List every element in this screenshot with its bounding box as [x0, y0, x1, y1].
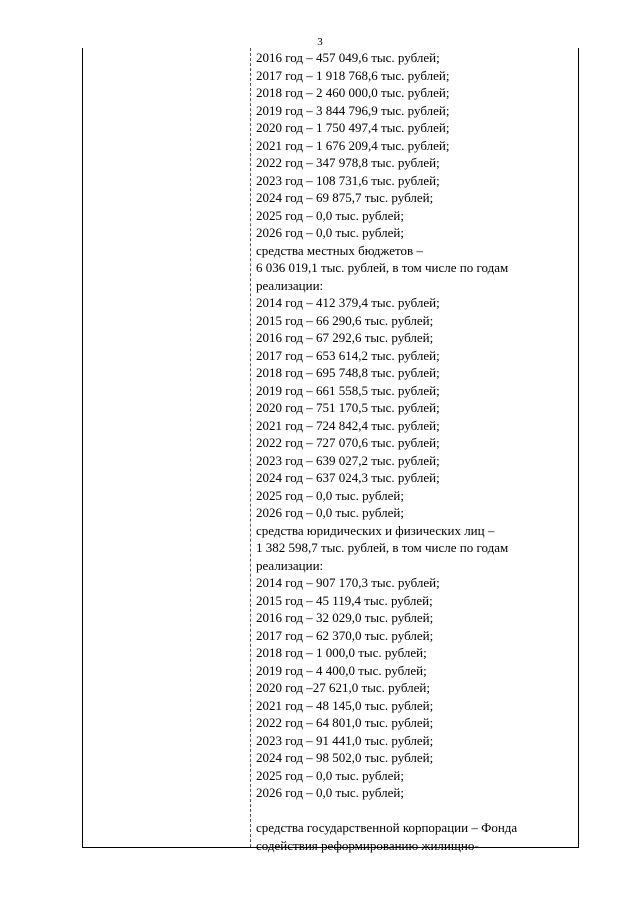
table-right-column — [256, 49, 574, 854]
text-line: 2021 год – 724 842,4 тыс. рублей; — [256, 417, 440, 433]
text-line: реализации: — [256, 557, 324, 573]
text-line: 2016 год – 457 049,6 тыс. рублей; — [256, 50, 440, 65]
text-line: 2025 год – 0,0 тыс. рублей; — [256, 487, 404, 503]
funding-lines — [256, 49, 574, 802]
text-line: 2024 год – 98 502,0 тыс. рублей; — [256, 750, 434, 765]
document-table — [82, 48, 579, 853]
text-line: 6 036 019,1 тыс. рублей, в том числе по годам — [256, 260, 509, 275]
text-line: 2014 год – 412 379,4 тыс. рублей; — [256, 295, 440, 310]
text-line: 2019 год – 3 844 796,9 тыс. рублей; — [256, 102, 450, 118]
text-line: 2021 год – 1 676 209,4 тыс. рублей; — [256, 137, 450, 153]
text-line: 2025 год – 0,0 тыс. рублей; — [256, 767, 404, 783]
page-number: 3 — [317, 36, 323, 48]
text-line: 2017 год – 62 370,0 тыс. рублей; — [256, 627, 434, 643]
text-line: 2025 год – 0,0 тыс. рублей; — [256, 207, 404, 223]
funding-lines-continued — [256, 819, 574, 854]
table-left-column — [83, 48, 251, 847]
text-line: 2023 год – 108 731,6 тыс. рублей; — [256, 172, 440, 188]
text-line: 2016 год – 32 029,0 тыс. рублей; — [256, 610, 434, 625]
text-line: 2015 год – 66 290,6 тыс. рублей; — [256, 312, 434, 328]
text-line: 2018 год – 695 748,8 тыс. рублей; — [256, 365, 440, 380]
text-line: реализации: — [256, 277, 324, 293]
text-line: средства местных бюджетов – — [256, 242, 423, 258]
text-line: 2018 год – 1 000,0 тыс. рублей; — [256, 645, 427, 660]
text-line: 2014 год – 907 170,3 тыс. рублей; — [256, 575, 440, 590]
text-line: средства государственной корпорации – Фонда — [256, 820, 518, 835]
text-line: 2018 год – 2 460 000,0 тыс. рублей; — [256, 85, 450, 100]
text-line: 2019 год – 661 558,5 тыс. рублей; — [256, 382, 440, 398]
text-line: 1 382 598,7 тыс. рублей, в том числе по годам — [256, 540, 509, 555]
blank-line — [256, 802, 574, 820]
text-line: 2020 год – 1 750 497,4 тыс. рублей; — [256, 120, 450, 135]
text-line: 2020 год –27 621,0 тыс. рублей; — [256, 680, 430, 695]
text-line: 2015 год – 45 119,4 тыс. рублей; — [256, 592, 433, 608]
text-line: 2017 год – 653 614,2 тыс. рублей; — [256, 347, 440, 363]
text-line: 2023 год – 639 027,2 тыс. рублей; — [256, 452, 440, 468]
text-line: 2022 год – 64 801,0 тыс. рублей; — [256, 715, 434, 730]
text-line: 2026 год – 0,0 тыс. рублей; — [256, 785, 404, 800]
text-line: 2022 год – 347 978,8 тыс. рублей; — [256, 155, 440, 170]
text-line: средства юридических и физических лиц – — [256, 522, 495, 538]
text-line: 2026 год – 0,0 тыс. рублей; — [256, 505, 404, 520]
text-line: 2023 год – 91 441,0 тыс. рублей; — [256, 732, 434, 748]
text-line: 2022 год – 727 070,6 тыс. рублей; — [256, 435, 440, 450]
text-line: 2017 год – 1 918 768,6 тыс. рублей; — [256, 67, 450, 83]
text-line: 2024 год – 69 875,7 тыс. рублей; — [256, 190, 434, 205]
text-line: 2019 год – 4 400,0 тыс. рублей; — [256, 662, 427, 678]
text-line: 2020 год – 751 170,5 тыс. рублей; — [256, 400, 440, 415]
text-line: 2024 год – 637 024,3 тыс. рублей; — [256, 470, 440, 485]
text-line: 2026 год – 0,0 тыс. рублей; — [256, 225, 404, 240]
text-line: 2021 год – 48 145,0 тыс. рублей; — [256, 697, 434, 713]
text-line: содействия реформированию жилищно- — [256, 837, 479, 853]
text-line: 2016 год – 67 292,6 тыс. рублей; — [256, 330, 434, 345]
